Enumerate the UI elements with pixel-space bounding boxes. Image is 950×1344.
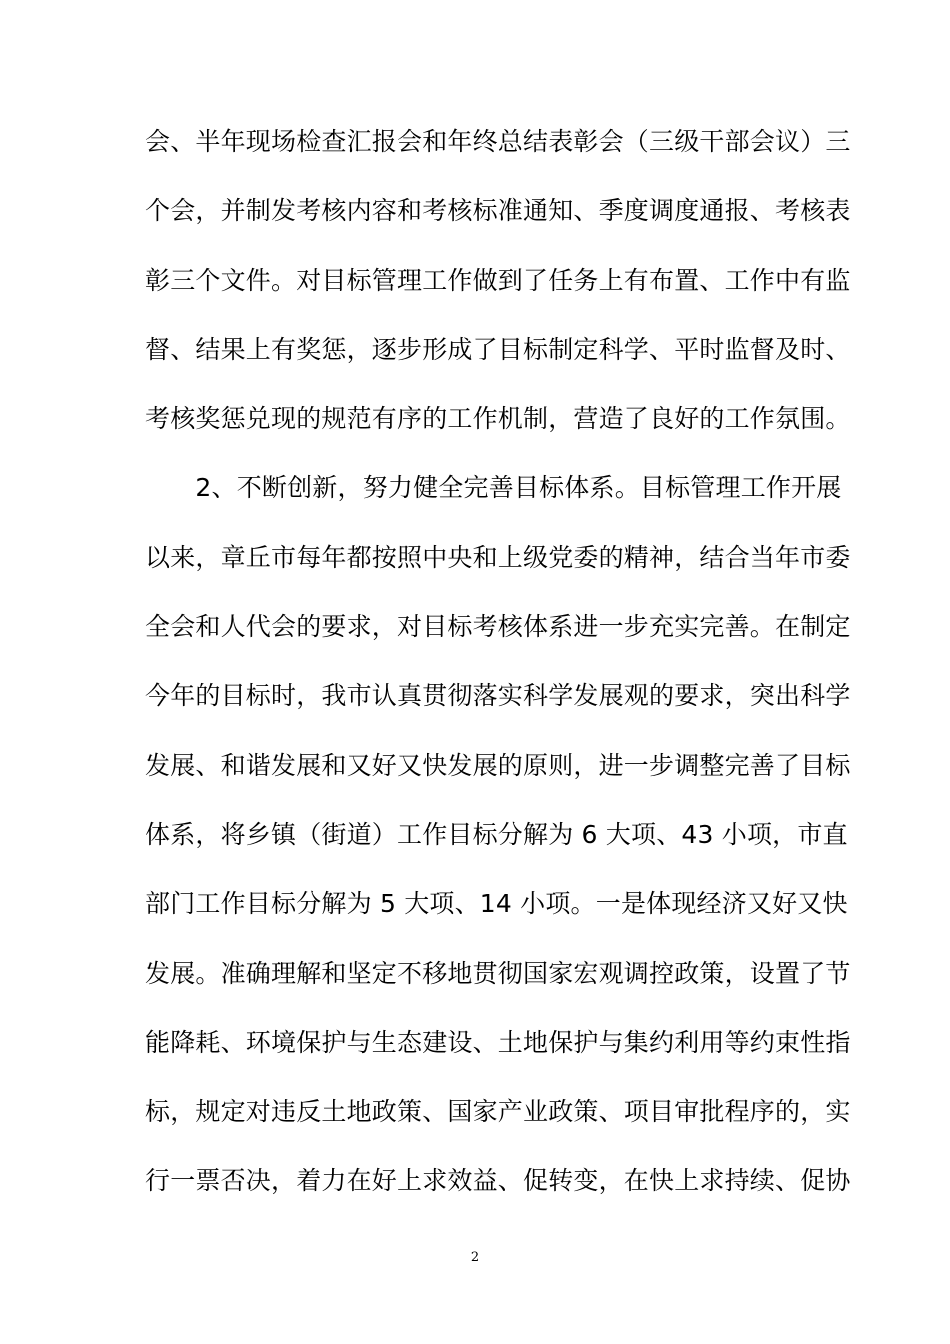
text-line: 行一票否决，着力在好上求效益、促转变，在快上求持续、促协: [145, 1166, 851, 1196]
body-text: [145, 117, 851, 1226]
text-line: 个会，并制发考核内容和考核标准通知、季度调度通报、考核表: [145, 196, 851, 226]
text-line: 部门工作目标分解为 5 大项、14 小项。一是体现经济又好又快: [145, 889, 848, 919]
text-line: 彰三个文件。对目标管理工作做到了任务上有布置、工作中有监: [145, 265, 851, 295]
text-line: 标，规定对违反土地政策、国家产业政策、项目审批程序的，实: [145, 1097, 851, 1127]
text-line: 发展。准确理解和坚定不移地贯彻国家宏观调控政策，设置了节: [145, 958, 851, 988]
text-line: 以来，章丘市每年都按照中央和上级党委的精神，结合当年市委: [145, 542, 851, 572]
text-line: 体系，将乡镇（街道）工作目标分解为 6 大项、43 小项，市直: [145, 819, 848, 849]
page-number: 2: [470, 1250, 480, 1265]
text-line: 发展、和谐发展和又好又快发展的原则，进一步调整完善了目标: [145, 750, 851, 780]
text-line: 全会和人代会的要求，对目标考核体系进一步充实完善。在制定: [145, 612, 851, 642]
text-line: 督、结果上有奖惩，逐步形成了目标制定科学、平时监督及时、: [145, 334, 851, 364]
text-line: 能降耗、环境保护与生态建设、土地保护与集约利用等约束性指: [145, 1027, 851, 1057]
text-line: 今年的目标时，我市认真贯彻落实科学发展观的要求，突出科学: [145, 681, 851, 711]
text-line: 考核奖惩兑现的规范有序的工作机制，营造了良好的工作氛围。: [145, 404, 851, 434]
text-line: 2、不断创新，努力健全完善目标体系。目标管理工作开展: [145, 473, 842, 503]
text-line: 会、半年现场检查汇报会和年终总结表彰会（三级干部会议）三: [145, 127, 851, 156]
